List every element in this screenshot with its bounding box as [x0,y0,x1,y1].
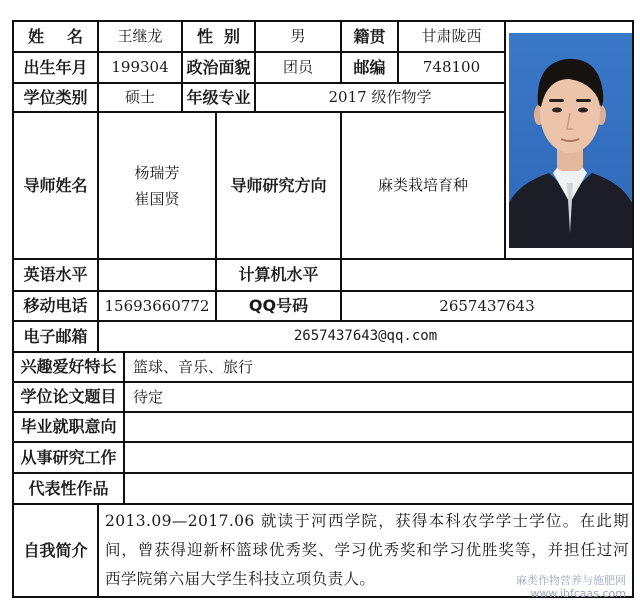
value-native: 甘肃陇西 [421,27,482,46]
value-mobile: 15693660772 [104,296,210,315]
watermark-line-2: www.ibfcaas.com [530,587,626,600]
advisor-2: 崔国贤 [134,189,180,208]
value-self-intro: 2013.09—2017.06 就读于河西学院，获得本科农学学士学位。在此期间，曾获得迎新杯篮球优秀奖、学习优秀奖和学习优胜奖等，并担任过河西学院第六届大学生科技立项负责人。 [105,512,629,588]
value-gender: 男 [290,27,306,46]
value-english [99,260,215,290]
label-degree-type: 学位类别 [23,87,88,107]
value-name: 王继龙 [117,27,163,46]
value-email: 2657437643@qq.com [293,327,438,344]
value-grade-major: 2017 级作物学 [328,88,432,107]
value-computer [342,260,632,290]
label-self-intro: 自我简介 [23,540,88,560]
value-career [125,413,632,441]
label-native: 籍贯 [353,26,386,46]
label-advisor: 导师姓名 [23,175,88,195]
label-political: 政治面貌 [186,57,251,77]
label-name: 姓 名 [28,26,83,46]
label-research-work: 从事研究工作 [20,447,117,467]
label-hobbies: 兴趣爱好特长 [20,357,117,376]
label-birth: 出生年月 [23,57,88,77]
value-representative [125,474,632,503]
value-thesis: 待定 [133,387,164,406]
value-birth: 199304 [111,58,169,77]
label-representative: 代表性作品 [28,478,109,498]
label-computer: 计算机水平 [238,265,319,284]
label-grade-major: 年级专业 [186,87,251,107]
label-postcode: 邮编 [353,57,386,77]
value-advisor-research: 麻类栽培育种 [377,176,468,195]
label-career: 毕业就职意向 [20,417,117,436]
profile-photo [509,33,632,248]
value-qq: 2657437643 [439,296,535,315]
value-degree-type: 硕士 [124,88,155,107]
watermark [516,574,626,600]
label-qq: QQ号码 [248,296,309,315]
label-mobile: 移动电话 [23,296,88,315]
portrait-image [509,33,632,248]
label-advisor-research: 导师研究方向 [230,175,327,195]
label-english: 英语水平 [23,265,88,284]
label-thesis: 学位论文题目 [20,387,117,406]
value-advisor [99,113,215,258]
label-gender: 性 别 [197,26,240,46]
value-postcode: 748100 [422,58,481,77]
advisor-1: 杨瑞芳 [134,163,180,182]
watermark-line-1: 麻类作物营养与施肥网 [516,574,626,587]
label-email: 电子邮箱 [23,326,88,346]
value-hobbies: 篮球、音乐、旅行 [133,357,254,376]
value-political: 团员 [282,58,313,77]
value-research-work [125,443,632,472]
